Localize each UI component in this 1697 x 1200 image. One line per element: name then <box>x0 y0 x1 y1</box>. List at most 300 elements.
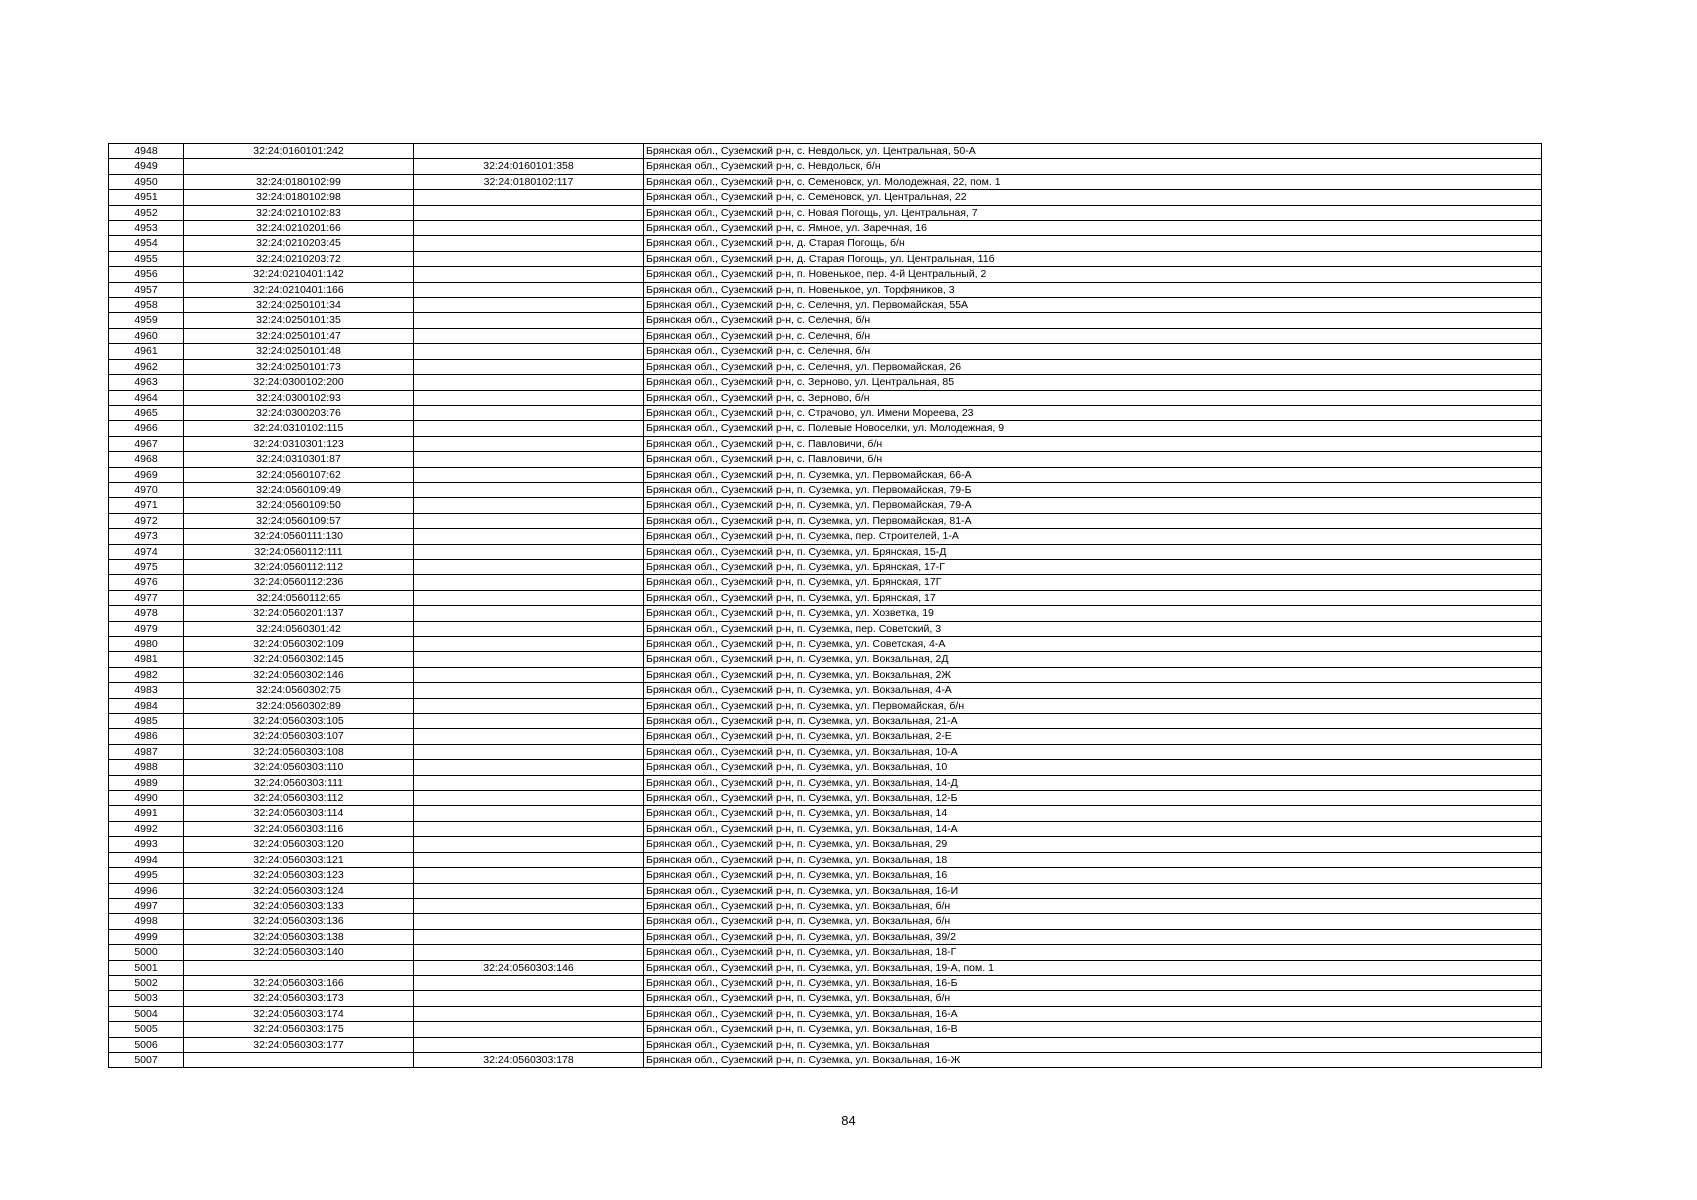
row-number-cell: 4960 <box>109 328 184 343</box>
table-row <box>109 559 1542 574</box>
table-row <box>109 482 1542 497</box>
address-cell: Брянская обл., Суземский р-н, с. Павловичи, б/н <box>644 452 1542 467</box>
cadastral-number-cell: 32:24:0560303:177 <box>184 1037 414 1052</box>
linked-cadastral-number-cell <box>414 744 644 759</box>
linked-cadastral-number-cell <box>414 883 644 898</box>
table-row <box>109 282 1542 297</box>
table-row <box>109 467 1542 482</box>
linked-cadastral-number-cell <box>414 821 644 836</box>
table-row <box>109 729 1542 744</box>
linked-cadastral-number-cell <box>414 267 644 282</box>
row-number-cell: 4993 <box>109 837 184 852</box>
row-number-cell: 4976 <box>109 575 184 590</box>
linked-cadastral-number-cell <box>414 714 644 729</box>
address-cell: Брянская обл., Суземский р-н, с. Селечня, б/н <box>644 313 1542 328</box>
row-number-cell: 4979 <box>109 621 184 636</box>
table-row <box>109 513 1542 528</box>
table-row <box>109 744 1542 759</box>
cadastral-number-cell: 32:24:0560301:42 <box>184 621 414 636</box>
linked-cadastral-number-cell <box>414 590 644 605</box>
address-cell: Брянская обл., Суземский р-н, с. Селечня, ул. Первомайская, 55А <box>644 298 1542 313</box>
row-number-cell: 4951 <box>109 190 184 205</box>
table-row <box>109 544 1542 559</box>
linked-cadastral-number-cell <box>414 205 644 220</box>
linked-cadastral-number-cell <box>414 929 644 944</box>
cadastral-number-cell: 32:24:0210203:72 <box>184 251 414 266</box>
table-row <box>109 1022 1542 1037</box>
cadastral-number-cell: 32:24:0250101:35 <box>184 313 414 328</box>
table-row <box>109 621 1542 636</box>
cadastral-number-cell: 32:24:0560302:75 <box>184 683 414 698</box>
cadastral-number-cell: 32:24:0560303:124 <box>184 883 414 898</box>
table-row <box>109 174 1542 189</box>
address-cell: Брянская обл., Суземский р-н, с. Зерново, ул. Центральная, 85 <box>644 375 1542 390</box>
row-number-cell: 4981 <box>109 652 184 667</box>
address-cell: Брянская обл., Суземский р-н, п. Суземка, ул. Вокзальная, 16-В <box>644 1022 1542 1037</box>
address-cell: Брянская обл., Суземский р-н, п. Суземка, пер. Советский, 3 <box>644 621 1542 636</box>
address-cell: Брянская обл., Суземский р-н, п. Суземка, ул. Вокзальная, 16-И <box>644 883 1542 898</box>
address-cell: Брянская обл., Суземский р-н, п. Суземка, ул. Вокзальная, 16 <box>644 868 1542 883</box>
table-row <box>109 821 1542 836</box>
row-number-cell: 4963 <box>109 375 184 390</box>
registry-table <box>108 143 1542 1068</box>
linked-cadastral-number-cell <box>414 559 644 574</box>
table-row <box>109 313 1542 328</box>
row-number-cell: 4952 <box>109 205 184 220</box>
address-cell: Брянская обл., Суземский р-н, п. Суземка, ул. Брянская, 17 <box>644 590 1542 605</box>
address-cell: Брянская обл., Суземский р-н, п. Суземка, ул. Хозветка, 19 <box>644 606 1542 621</box>
linked-cadastral-number-cell <box>414 775 644 790</box>
table-row <box>109 267 1542 282</box>
linked-cadastral-number-cell <box>414 760 644 775</box>
row-number-cell: 4972 <box>109 513 184 528</box>
row-number-cell: 4983 <box>109 683 184 698</box>
row-number-cell: 4961 <box>109 344 184 359</box>
linked-cadastral-number-cell <box>414 637 644 652</box>
cadastral-number-cell: 32:24:0560303:166 <box>184 975 414 990</box>
page-number: 84 <box>841 1113 856 1128</box>
cadastral-number-cell: 32:24:0560112:112 <box>184 559 414 574</box>
linked-cadastral-number-cell <box>414 837 644 852</box>
table-row <box>109 1006 1542 1021</box>
row-number-cell: 4968 <box>109 452 184 467</box>
linked-cadastral-number-cell <box>414 375 644 390</box>
row-number-cell: 4990 <box>109 791 184 806</box>
row-number-cell: 5004 <box>109 1006 184 1021</box>
row-number-cell: 4957 <box>109 282 184 297</box>
cadastral-number-cell: 32:24:0560303:108 <box>184 744 414 759</box>
row-number-cell: 4970 <box>109 482 184 497</box>
address-cell: Брянская обл., Суземский р-н, п. Суземка, ул. Вокзальная, 10 <box>644 760 1542 775</box>
linked-cadastral-number-cell <box>414 898 644 913</box>
table-row <box>109 159 1542 174</box>
cadastral-number-cell: 32:24:0560303:175 <box>184 1022 414 1037</box>
table-row <box>109 298 1542 313</box>
address-cell: Брянская обл., Суземский р-н, с. Ямное, ул. Заречная, 16 <box>644 221 1542 236</box>
cadastral-number-cell: 32:24:0560302:109 <box>184 637 414 652</box>
row-number-cell: 5003 <box>109 991 184 1006</box>
linked-cadastral-number-cell <box>414 1037 644 1052</box>
row-number-cell: 4987 <box>109 744 184 759</box>
cadastral-number-cell: 32:24:0560109:50 <box>184 498 414 513</box>
row-number-cell: 4991 <box>109 806 184 821</box>
address-cell: Брянская обл., Суземский р-н, п. Суземка, ул. Вокзальная, 29 <box>644 837 1542 852</box>
address-cell: Брянская обл., Суземский р-н, с. Страчово, ул. Имени Мореева, 23 <box>644 405 1542 420</box>
linked-cadastral-number-cell <box>414 1022 644 1037</box>
row-number-cell: 4959 <box>109 313 184 328</box>
address-cell: Брянская обл., Суземский р-н, п. Суземка, ул. Вокзальная, 2-Е <box>644 729 1542 744</box>
table-row <box>109 883 1542 898</box>
row-number-cell: 4966 <box>109 421 184 436</box>
table-row <box>109 991 1542 1006</box>
table-row <box>109 436 1542 451</box>
row-number-cell: 4996 <box>109 883 184 898</box>
linked-cadastral-number-cell <box>414 698 644 713</box>
row-number-cell: 5007 <box>109 1052 184 1067</box>
linked-cadastral-number-cell <box>414 344 644 359</box>
address-cell: Брянская обл., Суземский р-н, с. Селечня, ул. Первомайская, 26 <box>644 359 1542 374</box>
linked-cadastral-number-cell <box>414 251 644 266</box>
cadastral-number-cell: 32:24:0560303:111 <box>184 775 414 790</box>
table-row <box>109 498 1542 513</box>
linked-cadastral-number-cell <box>414 513 644 528</box>
cadastral-number-cell <box>184 159 414 174</box>
linked-cadastral-number-cell <box>414 436 644 451</box>
linked-cadastral-number-cell <box>414 575 644 590</box>
cadastral-number-cell: 32:24:0560303:116 <box>184 821 414 836</box>
row-number-cell: 4973 <box>109 529 184 544</box>
address-cell: Брянская обл., Суземский р-н, п. Суземка, ул. Первомайская, 79-А <box>644 498 1542 513</box>
address-cell: Брянская обл., Суземский р-н, с. Павловичи, б/н <box>644 436 1542 451</box>
table-row <box>109 914 1542 929</box>
linked-cadastral-number-cell <box>414 221 644 236</box>
address-cell: Брянская обл., Суземский р-н, с. Новая Погощь, ул. Центральная, 7 <box>644 205 1542 220</box>
linked-cadastral-number-cell <box>414 359 644 374</box>
row-number-cell: 5002 <box>109 975 184 990</box>
address-cell: Брянская обл., Суземский р-н, п. Суземка, ул. Вокзальная, 12-Б <box>644 791 1542 806</box>
cadastral-number-cell: 32:24:0560303:136 <box>184 914 414 929</box>
address-cell: Брянская обл., Суземский р-н, с. Семеновск, ул. Центральная, 22 <box>644 190 1542 205</box>
linked-cadastral-number-cell <box>414 791 644 806</box>
cadastral-number-cell: 32:24:0560302:145 <box>184 652 414 667</box>
table-row <box>109 945 1542 960</box>
table-row <box>109 837 1542 852</box>
address-cell: Брянская обл., Суземский р-н, п. Суземка, ул. Советская, 4-А <box>644 637 1542 652</box>
address-cell: Брянская обл., Суземский р-н, с. Семеновск, ул. Молодежная, 22, пом. 1 <box>644 174 1542 189</box>
row-number-cell: 4964 <box>109 390 184 405</box>
cadastral-number-cell: 32:24:0560112:111 <box>184 544 414 559</box>
linked-cadastral-number-cell: 32:24:0160101:358 <box>414 159 644 174</box>
row-number-cell: 4980 <box>109 637 184 652</box>
cadastral-number-cell: 32:24:0560201:137 <box>184 606 414 621</box>
cadastral-number-cell: 32:24:0300102:200 <box>184 375 414 390</box>
row-number-cell: 4977 <box>109 590 184 605</box>
table-row <box>109 606 1542 621</box>
table-row <box>109 529 1542 544</box>
table-row <box>109 328 1542 343</box>
address-cell: Брянская обл., Суземский р-н, п. Суземка, ул. Вокзальная, б/н <box>644 991 1542 1006</box>
address-cell: Брянская обл., Суземский р-н, п. Суземка, ул. Первомайская, 81-А <box>644 513 1542 528</box>
cadastral-number-cell: 32:24:0560109:49 <box>184 482 414 497</box>
linked-cadastral-number-cell <box>414 945 644 960</box>
table-row <box>109 698 1542 713</box>
linked-cadastral-number-cell <box>414 405 644 420</box>
cadastral-number-cell: 32:24:0560303:140 <box>184 945 414 960</box>
linked-cadastral-number-cell <box>414 390 644 405</box>
table-row <box>109 929 1542 944</box>
cadastral-number-cell <box>184 1052 414 1067</box>
address-cell: Брянская обл., Суземский р-н, п. Суземка, ул. Вокзальная, 19-А, пом. 1 <box>644 960 1542 975</box>
linked-cadastral-number-cell <box>414 1006 644 1021</box>
cadastral-number-cell: 32:24:0250101:47 <box>184 328 414 343</box>
address-cell: Брянская обл., Суземский р-н, п. Суземка, ул. Вокзальная, 2Ж <box>644 667 1542 682</box>
row-number-cell: 4954 <box>109 236 184 251</box>
cadastral-number-cell: 32:24:0300102:93 <box>184 390 414 405</box>
cadastral-number-cell: 32:24:0210401:166 <box>184 282 414 297</box>
address-cell: Брянская обл., Суземский р-н, п. Суземка, ул. Вокзальная, б/н <box>644 914 1542 929</box>
linked-cadastral-number-cell <box>414 852 644 867</box>
linked-cadastral-number-cell <box>414 991 644 1006</box>
linked-cadastral-number-cell <box>414 914 644 929</box>
row-number-cell: 4997 <box>109 898 184 913</box>
row-number-cell: 4998 <box>109 914 184 929</box>
row-number-cell: 4994 <box>109 852 184 867</box>
cadastral-number-cell: 32:24:0560303:114 <box>184 806 414 821</box>
address-cell: Брянская обл., Суземский р-н, п. Суземка, ул. Первомайская, б/н <box>644 698 1542 713</box>
table-row <box>109 421 1542 436</box>
table-row <box>109 575 1542 590</box>
linked-cadastral-number-cell <box>414 190 644 205</box>
linked-cadastral-number-cell <box>414 452 644 467</box>
address-cell: Брянская обл., Суземский р-н, п. Суземка, ул. Вокзальная, 14-Д <box>644 775 1542 790</box>
cadastral-number-cell: 32:24:0560303:133 <box>184 898 414 913</box>
table-row <box>109 405 1542 420</box>
address-cell: Брянская обл., Суземский р-н, п. Суземка, ул. Вокзальная, 2Д <box>644 652 1542 667</box>
linked-cadastral-number-cell <box>414 868 644 883</box>
cadastral-number-cell: 32:24:0210102:83 <box>184 205 414 220</box>
cadastral-number-cell: 32:24:0560109:57 <box>184 513 414 528</box>
address-cell: Брянская обл., Суземский р-н, с. Полевые Новоселки, ул. Молодежная, 9 <box>644 421 1542 436</box>
row-number-cell: 4988 <box>109 760 184 775</box>
linked-cadastral-number-cell <box>414 421 644 436</box>
table-row <box>109 775 1542 790</box>
cadastral-number-cell: 32:24:0560303:174 <box>184 1006 414 1021</box>
row-number-cell: 4955 <box>109 251 184 266</box>
cadastral-number-cell: 32:24:0560107:62 <box>184 467 414 482</box>
table-row <box>109 236 1542 251</box>
row-number-cell: 4948 <box>109 144 184 159</box>
cadastral-number-cell: 32:24:0560112:236 <box>184 575 414 590</box>
table-row <box>109 852 1542 867</box>
table-row <box>109 806 1542 821</box>
linked-cadastral-number-cell <box>414 498 644 513</box>
linked-cadastral-number-cell <box>414 467 644 482</box>
table-row <box>109 251 1542 266</box>
cadastral-number-cell <box>184 960 414 975</box>
table-row <box>109 714 1542 729</box>
linked-cadastral-number-cell <box>414 328 644 343</box>
cadastral-number-cell: 32:24:0210203:45 <box>184 236 414 251</box>
row-number-cell: 4958 <box>109 298 184 313</box>
cadastral-number-cell: 32:24:0560112:65 <box>184 590 414 605</box>
cadastral-number-cell: 32:24:0560302:89 <box>184 698 414 713</box>
row-number-cell: 4953 <box>109 221 184 236</box>
table-row <box>109 760 1542 775</box>
row-number-cell: 4975 <box>109 559 184 574</box>
table-row <box>109 898 1542 913</box>
table-row <box>109 375 1542 390</box>
cadastral-number-cell: 32:24:0310301:123 <box>184 436 414 451</box>
linked-cadastral-number-cell: 32:24:0560303:146 <box>414 960 644 975</box>
linked-cadastral-number-cell <box>414 544 644 559</box>
address-cell: Брянская обл., Суземский р-н, п. Суземка, ул. Вокзальная, 18-Г <box>644 945 1542 960</box>
address-cell: Брянская обл., Суземский р-н, п. Новенькое, ул. Торфяников, 3 <box>644 282 1542 297</box>
address-cell: Брянская обл., Суземский р-н, п. Суземка, ул. Вокзальная, 14-А <box>644 821 1542 836</box>
row-number-cell: 4956 <box>109 267 184 282</box>
row-number-cell: 4986 <box>109 729 184 744</box>
linked-cadastral-number-cell <box>414 313 644 328</box>
table-row <box>109 205 1542 220</box>
address-cell: Брянская обл., Суземский р-н, п. Суземка, ул. Вокзальная, 10-А <box>644 744 1542 759</box>
table-row <box>109 190 1542 205</box>
address-cell: Брянская обл., Суземский р-н, п. Суземка, ул. Первомайская, 79-Б <box>644 482 1542 497</box>
address-cell: Брянская обл., Суземский р-н, с. Селечня, б/н <box>644 344 1542 359</box>
table-row <box>109 975 1542 990</box>
cadastral-number-cell: 32:24:0560303:112 <box>184 791 414 806</box>
row-number-cell: 4949 <box>109 159 184 174</box>
table-row <box>109 652 1542 667</box>
linked-cadastral-number-cell <box>414 667 644 682</box>
table-row <box>109 791 1542 806</box>
cadastral-number-cell: 32:24:0180102:98 <box>184 190 414 205</box>
cadastral-number-cell: 32:24:0310102:115 <box>184 421 414 436</box>
linked-cadastral-number-cell <box>414 652 644 667</box>
table-row <box>109 221 1542 236</box>
row-number-cell: 4995 <box>109 868 184 883</box>
cadastral-number-cell: 32:24:0560303:120 <box>184 837 414 852</box>
row-number-cell: 4992 <box>109 821 184 836</box>
row-number-cell: 4978 <box>109 606 184 621</box>
address-cell: Брянская обл., Суземский р-н, п. Суземка, ул. Вокзальная, 4-А <box>644 683 1542 698</box>
table-row <box>109 452 1542 467</box>
address-cell: Брянская обл., Суземский р-н, п. Суземка, ул. Вокзальная, 18 <box>644 852 1542 867</box>
address-cell: Брянская обл., Суземский р-н, п. Суземка, ул. Вокзальная, 21-А <box>644 714 1542 729</box>
linked-cadastral-number-cell <box>414 482 644 497</box>
linked-cadastral-number-cell <box>414 529 644 544</box>
address-cell: Брянская обл., Суземский р-н, п. Суземка, ул. Вокзальная <box>644 1037 1542 1052</box>
address-cell: Брянская обл., Суземский р-н, с. Зерново, б/н <box>644 390 1542 405</box>
linked-cadastral-number-cell: 32:24:0180102:117 <box>414 174 644 189</box>
linked-cadastral-number-cell: 32:24:0560303:178 <box>414 1052 644 1067</box>
linked-cadastral-number-cell <box>414 806 644 821</box>
table-row <box>109 590 1542 605</box>
linked-cadastral-number-cell <box>414 606 644 621</box>
cadastral-number-cell: 32:24:0310301:87 <box>184 452 414 467</box>
table-row <box>109 390 1542 405</box>
cadastral-number-cell: 32:24:0250101:48 <box>184 344 414 359</box>
cadastral-number-cell: 32:24:0210401:142 <box>184 267 414 282</box>
address-cell: Брянская обл., Суземский р-н, д. Старая Погощь, ул. Центральная, 11б <box>644 251 1542 266</box>
address-cell: Брянская обл., Суземский р-н, п. Новенькое, пер. 4-й Центральный, 2 <box>644 267 1542 282</box>
cadastral-number-cell: 32:24:0560111:130 <box>184 529 414 544</box>
linked-cadastral-number-cell <box>414 298 644 313</box>
cadastral-number-cell: 32:24:0300203:76 <box>184 405 414 420</box>
registry-table-body <box>109 144 1542 1068</box>
cadastral-number-cell: 32:24:0560302:146 <box>184 667 414 682</box>
address-cell: Брянская обл., Суземский р-н, п. Суземка, пер. Строителей, 1-А <box>644 529 1542 544</box>
linked-cadastral-number-cell <box>414 282 644 297</box>
row-number-cell: 4967 <box>109 436 184 451</box>
address-cell: Брянская обл., Суземский р-н, п. Суземка, ул. Первомайская, 66-А <box>644 467 1542 482</box>
linked-cadastral-number-cell <box>414 236 644 251</box>
row-number-cell: 5000 <box>109 945 184 960</box>
row-number-cell: 5005 <box>109 1022 184 1037</box>
address-cell: Брянская обл., Суземский р-н, п. Суземка, ул. Вокзальная, 14 <box>644 806 1542 821</box>
table-row <box>109 868 1542 883</box>
cadastral-number-cell: 32:24:0560303:138 <box>184 929 414 944</box>
linked-cadastral-number-cell <box>414 621 644 636</box>
table-row <box>109 960 1542 975</box>
table-row <box>109 1052 1542 1067</box>
row-number-cell: 4989 <box>109 775 184 790</box>
address-cell: Брянская обл., Суземский р-н, с. Невдольск, ул. Центральная, 50-А <box>644 144 1542 159</box>
linked-cadastral-number-cell <box>414 144 644 159</box>
row-number-cell: 4999 <box>109 929 184 944</box>
row-number-cell: 5001 <box>109 960 184 975</box>
cadastral-number-cell: 32:24:0210201:66 <box>184 221 414 236</box>
linked-cadastral-number-cell <box>414 975 644 990</box>
address-cell: Брянская обл., Суземский р-н, с. Невдольск, б/н <box>644 159 1542 174</box>
table-row <box>109 667 1542 682</box>
address-cell: Брянская обл., Суземский р-н, с. Селечня, б/н <box>644 328 1542 343</box>
row-number-cell: 4982 <box>109 667 184 682</box>
address-cell: Брянская обл., Суземский р-н, п. Суземка, ул. Вокзальная, 16-Ж <box>644 1052 1542 1067</box>
cadastral-number-cell: 32:24:0560303:105 <box>184 714 414 729</box>
address-cell: Брянская обл., Суземский р-н, п. Суземка, ул. Вокзальная, 39/2 <box>644 929 1542 944</box>
linked-cadastral-number-cell <box>414 729 644 744</box>
cadastral-number-cell: 32:24:0560303:123 <box>184 868 414 883</box>
address-cell: Брянская обл., Суземский р-н, п. Суземка, ул. Брянская, 17-Г <box>644 559 1542 574</box>
table-row <box>109 637 1542 652</box>
address-cell: Брянская обл., Суземский р-н, п. Суземка, ул. Брянская, 17Г <box>644 575 1542 590</box>
row-number-cell: 4974 <box>109 544 184 559</box>
row-number-cell: 4984 <box>109 698 184 713</box>
table-row <box>109 359 1542 374</box>
row-number-cell: 5006 <box>109 1037 184 1052</box>
address-cell: Брянская обл., Суземский р-н, п. Суземка, ул. Вокзальная, б/н <box>644 898 1542 913</box>
table-row <box>109 344 1542 359</box>
cadastral-number-cell: 32:24:0180102:99 <box>184 174 414 189</box>
row-number-cell: 4985 <box>109 714 184 729</box>
address-cell: Брянская обл., Суземский р-н, д. Старая Погощь, б/н <box>644 236 1542 251</box>
address-cell: Брянская обл., Суземский р-н, п. Суземка, ул. Вокзальная, 16-Б <box>644 975 1542 990</box>
row-number-cell: 4971 <box>109 498 184 513</box>
cadastral-number-cell: 32:24:0560303:110 <box>184 760 414 775</box>
table-row <box>109 1037 1542 1052</box>
cadastral-number-cell: 32:24:0560303:121 <box>184 852 414 867</box>
row-number-cell: 4950 <box>109 174 184 189</box>
row-number-cell: 4969 <box>109 467 184 482</box>
cadastral-number-cell: 32:24:0160101:242 <box>184 144 414 159</box>
address-cell: Брянская обл., Суземский р-н, п. Суземка, ул. Брянская, 15-Д <box>644 544 1542 559</box>
row-number-cell: 4965 <box>109 405 184 420</box>
address-cell: Брянская обл., Суземский р-н, п. Суземка, ул. Вокзальная, 16-А <box>644 1006 1542 1021</box>
table-row <box>109 683 1542 698</box>
cadastral-number-cell: 32:24:0250101:73 <box>184 359 414 374</box>
cadastral-number-cell: 32:24:0250101:34 <box>184 298 414 313</box>
linked-cadastral-number-cell <box>414 683 644 698</box>
cadastral-number-cell: 32:24:0560303:107 <box>184 729 414 744</box>
